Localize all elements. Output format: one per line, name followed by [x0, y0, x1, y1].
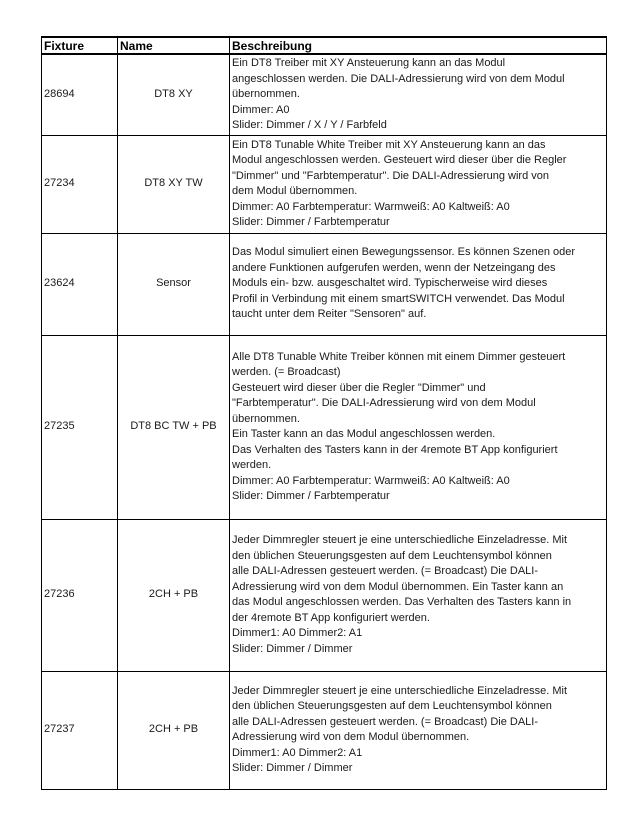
fixture-description-cell: Alle DT8 Tunable White Treiber können mit einem Dimmer gesteuert werden. (= Broadcast) Gesteuert wird dieser über die Regler "Dimmer" und "Farbtemperatur". Die DALI-Adressierung wird von dem Modul übernommen. Ein Taster kann an das Modul angeschlossen werden. Das Verhalten des Tasters kann in der 4remote BT App konfiguriert werden. Dimmer: A0 Farbtemperatur: Warmweiß: A0 Kaltweiß: A0 Slider: Dimmer / Farbtemperatur: [230, 335, 607, 519]
table-row: [42, 54, 607, 135]
fixture-id-cell: 28694: [42, 54, 118, 135]
header-row: [42, 37, 607, 54]
fixture-id-cell: 23624: [42, 233, 118, 335]
header-fixture: Fixture: [42, 37, 118, 54]
header-name: Name: [118, 37, 230, 54]
document-page: [41, 36, 606, 790]
fixture-id-cell: 27235: [42, 335, 118, 519]
table-row: [42, 335, 607, 519]
fixture-name-cell: DT8 XY TW: [118, 135, 230, 233]
fixture-description-cell: Ein DT8 Tunable White Treiber mit XY Ansteuerung kann an das Modul angeschlossen werden. Gesteuert wird dieser über die Regler "Dimmer" und "Farbtemperatur". Die DALI-Adressierung wird von dem Modul übernommen. Dimmer: A0 Farbtemperatur: Warmweiß: A0 Kaltweiß: A0 Slider: Dimmer / Farbtemperatur: [230, 135, 607, 233]
table-body: [42, 54, 607, 789]
fixture-name-cell: Sensor: [118, 233, 230, 335]
table-row: [42, 135, 607, 233]
fixture-name-cell: DT8 BC TW + PB: [118, 335, 230, 519]
fixture-description-cell: Jeder Dimmregler steuert je eine unterschiedliche Einzeladresse. Mit den üblichen Steuerungsgesten auf dem Leuchtensymbol können alle DALI-Adressen gesteuert werden. (= Broadcast) Die DALI- Adressierung wird von dem Modul übernommen. Dimmer1: A0 Dimmer2: A1 Slider: Dimmer / Dimmer: [230, 671, 607, 789]
table-row: [42, 519, 607, 671]
fixture-name-cell: 2CH + PB: [118, 519, 230, 671]
fixture-description-cell: Das Modul simuliert einen Bewegungssensor. Es können Szenen oder andere Funktionen aufgerufen werden, wenn der Netzeingang des Moduls ein- bzw. ausgeschaltet wird. Typischerweise wird dieses Profil in Verbindung mit einem smartSWITCH verwendet. Das Modul taucht unter dem Reiter "Sensoren" auf.: [230, 233, 607, 335]
fixture-id-cell: 27234: [42, 135, 118, 233]
fixture-name-cell: DT8 XY: [118, 54, 230, 135]
fixture-id-cell: 27237: [42, 671, 118, 789]
table-row: [42, 671, 607, 789]
table-header: [42, 37, 607, 54]
header-description: Beschreibung: [230, 37, 607, 54]
fixture-description-cell: Jeder Dimmregler steuert je eine unterschiedliche Einzeladresse. Mit den üblichen Steuerungsgesten auf dem Leuchtensymbol können alle DALI-Adressen gesteuert werden. (= Broadcast) Die DALI- Adressierung wird von dem Modul übernommen. Ein Taster kann an das Modul angeschlossen werden. Das Verhalten des Tasters kann in der 4remote BT App konfiguriert werden. Dimmer1: A0 Dimmer2: A1 Slider: Dimmer / Dimmer: [230, 519, 607, 671]
fixture-table: [41, 36, 607, 790]
table-row: [42, 233, 607, 335]
fixture-id-cell: 27236: [42, 519, 118, 671]
fixture-name-cell: 2CH + PB: [118, 671, 230, 789]
fixture-description-cell: Ein DT8 Treiber mit XY Ansteuerung kann an das Modul angeschlossen werden. Die DALI-Adressierung wird von dem Modul übernommen. Dimmer: A0 Slider: Dimmer / X / Y / Farbfeld: [230, 54, 607, 135]
